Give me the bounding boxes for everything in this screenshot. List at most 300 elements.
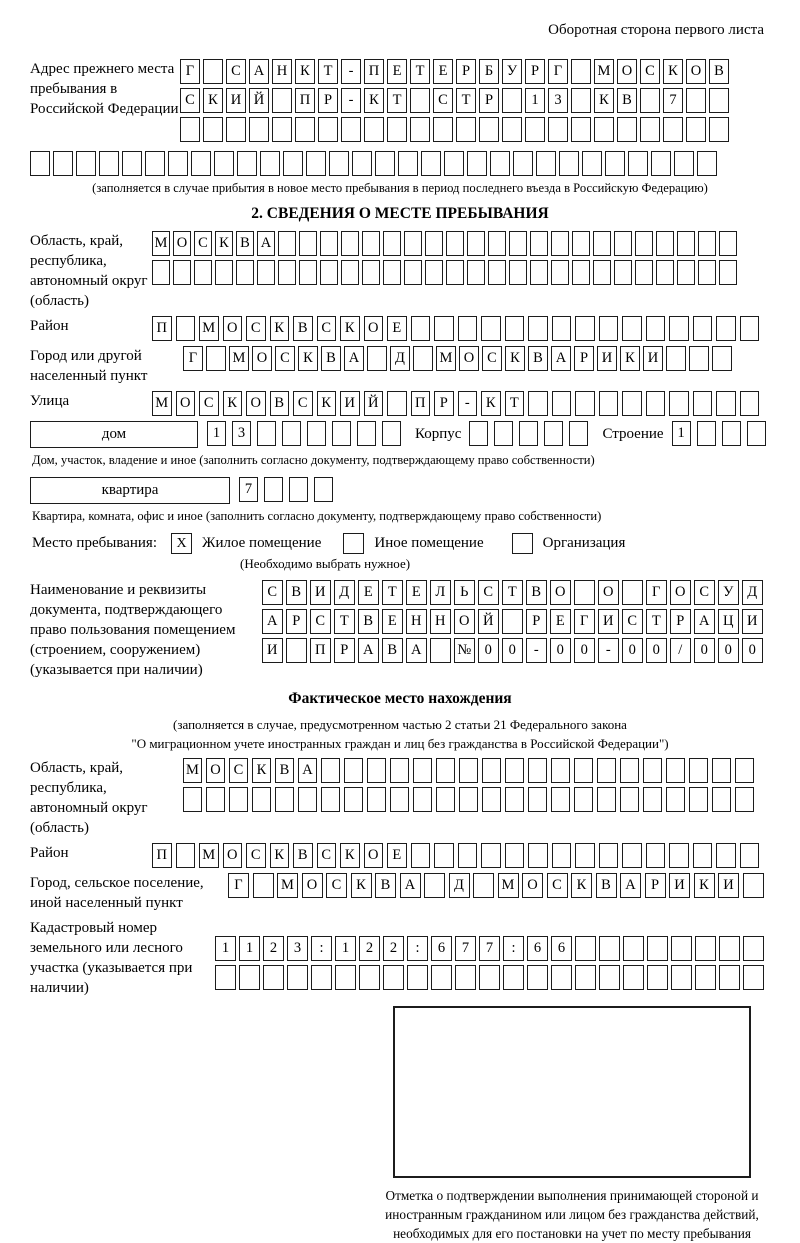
char-cell[interactable]: Г	[646, 580, 667, 605]
char-cell[interactable]: -	[598, 638, 619, 663]
char-cell[interactable]: В	[358, 609, 379, 634]
char-cell[interactable]: К	[505, 346, 525, 371]
char-cell[interactable]: П	[295, 88, 315, 113]
char-cell[interactable]	[709, 117, 729, 142]
char-cell[interactable]	[215, 260, 233, 285]
char-cell[interactable]	[528, 391, 548, 416]
char-cell[interactable]: И	[340, 391, 360, 416]
char-cell[interactable]	[697, 421, 716, 446]
char-cell[interactable]: С	[293, 391, 313, 416]
char-cell[interactable]	[481, 843, 501, 868]
char-cell[interactable]	[458, 843, 478, 868]
char-cell[interactable]	[635, 231, 653, 256]
char-cell[interactable]	[203, 59, 223, 84]
prev-address-row-4[interactable]	[30, 151, 770, 176]
street-row[interactable]	[152, 391, 763, 416]
char-cell[interactable]: 0	[574, 638, 595, 663]
char-cell[interactable]: С	[640, 59, 660, 84]
char-cell[interactable]	[623, 936, 644, 961]
char-cell[interactable]	[572, 231, 590, 256]
char-cell[interactable]: О	[302, 873, 323, 898]
char-cell[interactable]	[643, 787, 662, 812]
char-cell[interactable]	[528, 758, 547, 783]
char-cell[interactable]	[666, 346, 686, 371]
char-cell[interactable]: М	[229, 346, 249, 371]
char-cell[interactable]	[525, 117, 545, 142]
char-cell[interactable]	[272, 88, 292, 113]
char-cell[interactable]: Н	[430, 609, 451, 634]
char-cell[interactable]	[307, 421, 326, 446]
char-cell[interactable]	[421, 151, 441, 176]
char-cell[interactable]	[574, 580, 595, 605]
char-cell[interactable]	[479, 965, 500, 990]
stay-option-organization-checkbox[interactable]	[512, 533, 533, 554]
char-cell[interactable]	[467, 231, 485, 256]
char-cell[interactable]	[597, 787, 616, 812]
char-cell[interactable]	[145, 151, 165, 176]
char-cell[interactable]	[582, 151, 602, 176]
char-cell[interactable]	[695, 936, 716, 961]
char-cell[interactable]: С	[199, 391, 219, 416]
char-cell[interactable]	[605, 151, 625, 176]
char-cell[interactable]	[341, 260, 359, 285]
char-cell[interactable]	[390, 787, 409, 812]
char-cell[interactable]	[344, 787, 363, 812]
char-cell[interactable]	[272, 117, 292, 142]
char-cell[interactable]: Г	[180, 59, 200, 84]
char-cell[interactable]: 0	[694, 638, 715, 663]
char-cell[interactable]: Ь	[454, 580, 475, 605]
char-cell[interactable]: Е	[382, 609, 403, 634]
char-cell[interactable]: У	[502, 59, 522, 84]
char-cell[interactable]	[320, 231, 338, 256]
char-cell[interactable]: 3	[232, 421, 251, 446]
char-cell[interactable]	[552, 391, 572, 416]
char-cell[interactable]: И	[597, 346, 617, 371]
char-cell[interactable]: С	[547, 873, 568, 898]
char-cell[interactable]: С	[317, 843, 337, 868]
char-cell[interactable]	[458, 316, 478, 341]
char-cell[interactable]	[505, 758, 524, 783]
char-cell[interactable]	[239, 965, 260, 990]
char-cell[interactable]: И	[310, 580, 331, 605]
char-cell[interactable]: -	[458, 391, 478, 416]
document-row-1[interactable]	[262, 580, 766, 605]
char-cell[interactable]: К	[694, 873, 715, 898]
char-cell[interactable]	[617, 117, 637, 142]
district-row[interactable]	[152, 316, 763, 341]
char-cell[interactable]: П	[310, 638, 331, 663]
char-cell[interactable]	[431, 965, 452, 990]
char-cell[interactable]	[413, 758, 432, 783]
char-cell[interactable]	[206, 346, 226, 371]
char-cell[interactable]: С	[326, 873, 347, 898]
char-cell[interactable]	[620, 758, 639, 783]
char-cell[interactable]: С	[246, 316, 266, 341]
char-cell[interactable]: 7	[663, 88, 683, 113]
char-cell[interactable]	[646, 391, 666, 416]
char-cell[interactable]: :	[503, 936, 524, 961]
char-cell[interactable]	[575, 843, 595, 868]
char-cell[interactable]: И	[669, 873, 690, 898]
char-cell[interactable]	[382, 421, 401, 446]
char-cell[interactable]: В	[286, 580, 307, 605]
char-cell[interactable]	[599, 965, 620, 990]
char-cell[interactable]: Е	[387, 59, 407, 84]
char-cell[interactable]	[215, 965, 236, 990]
char-cell[interactable]: Г	[228, 873, 249, 898]
char-cell[interactable]	[743, 936, 764, 961]
char-cell[interactable]	[425, 231, 443, 256]
char-cell[interactable]: А	[262, 609, 283, 634]
char-cell[interactable]	[735, 758, 754, 783]
char-cell[interactable]	[236, 260, 254, 285]
char-cell[interactable]	[214, 151, 234, 176]
char-cell[interactable]: В	[375, 873, 396, 898]
char-cell[interactable]	[551, 260, 569, 285]
char-cell[interactable]	[686, 88, 706, 113]
char-cell[interactable]: 2	[359, 936, 380, 961]
char-cell[interactable]	[712, 346, 732, 371]
char-cell[interactable]	[282, 421, 301, 446]
char-cell[interactable]	[387, 391, 407, 416]
char-cell[interactable]: О	[364, 316, 384, 341]
char-cell[interactable]	[183, 787, 202, 812]
char-cell[interactable]: Д	[390, 346, 410, 371]
actual-district-row[interactable]	[152, 843, 763, 868]
char-cell[interactable]	[203, 117, 223, 142]
char-cell[interactable]: Н	[272, 59, 292, 84]
char-cell[interactable]	[656, 260, 674, 285]
char-cell[interactable]	[671, 965, 692, 990]
char-cell[interactable]: 7	[479, 936, 500, 961]
char-cell[interactable]	[693, 843, 713, 868]
actual-city-row[interactable]	[228, 873, 767, 898]
char-cell[interactable]	[719, 260, 737, 285]
char-cell[interactable]	[505, 843, 525, 868]
char-cell[interactable]: С	[194, 231, 212, 256]
char-cell[interactable]: Г	[548, 59, 568, 84]
char-cell[interactable]	[669, 316, 689, 341]
char-cell[interactable]: А	[551, 346, 571, 371]
char-cell[interactable]	[226, 117, 246, 142]
char-cell[interactable]	[599, 843, 619, 868]
char-cell[interactable]: К	[594, 88, 614, 113]
char-cell[interactable]	[299, 260, 317, 285]
char-cell[interactable]	[640, 117, 660, 142]
char-cell[interactable]: О	[252, 346, 272, 371]
char-cell[interactable]	[622, 391, 642, 416]
char-cell[interactable]	[122, 151, 142, 176]
char-cell[interactable]: Т	[456, 88, 476, 113]
char-cell[interactable]	[551, 965, 572, 990]
char-cell[interactable]	[505, 787, 524, 812]
char-cell[interactable]	[263, 965, 284, 990]
char-cell[interactable]	[552, 843, 572, 868]
char-cell[interactable]	[735, 787, 754, 812]
char-cell[interactable]: 1	[207, 421, 226, 446]
char-cell[interactable]	[656, 231, 674, 256]
stay-option-other-checkbox[interactable]	[343, 533, 364, 554]
region-row-2[interactable]	[152, 260, 740, 285]
char-cell[interactable]	[364, 117, 384, 142]
char-cell[interactable]	[571, 88, 591, 113]
char-cell[interactable]: В	[275, 758, 294, 783]
char-cell[interactable]	[593, 231, 611, 256]
char-cell[interactable]	[467, 260, 485, 285]
char-cell[interactable]	[335, 965, 356, 990]
char-cell[interactable]: О	[670, 580, 691, 605]
city-row[interactable]	[183, 346, 735, 371]
char-cell[interactable]	[551, 787, 570, 812]
char-cell[interactable]	[467, 151, 487, 176]
char-cell[interactable]: В	[270, 391, 290, 416]
char-cell[interactable]: К	[270, 843, 290, 868]
char-cell[interactable]: М	[594, 59, 614, 84]
char-cell[interactable]	[574, 787, 593, 812]
char-cell[interactable]	[367, 758, 386, 783]
char-cell[interactable]	[252, 787, 271, 812]
char-cell[interactable]	[719, 231, 737, 256]
char-cell[interactable]	[289, 477, 308, 502]
char-cell[interactable]	[677, 260, 695, 285]
char-cell[interactable]: М	[199, 316, 219, 341]
char-cell[interactable]	[459, 787, 478, 812]
char-cell[interactable]: К	[340, 843, 360, 868]
char-cell[interactable]	[635, 260, 653, 285]
char-cell[interactable]: 1	[525, 88, 545, 113]
char-cell[interactable]	[536, 151, 556, 176]
char-cell[interactable]: О	[686, 59, 706, 84]
char-cell[interactable]	[693, 391, 713, 416]
char-cell[interactable]: А	[620, 873, 641, 898]
char-cell[interactable]	[551, 758, 570, 783]
char-cell[interactable]: Р	[574, 346, 594, 371]
char-cell[interactable]: К	[203, 88, 223, 113]
char-cell[interactable]: В	[236, 231, 254, 256]
char-cell[interactable]	[383, 260, 401, 285]
char-cell[interactable]	[716, 391, 736, 416]
char-cell[interactable]: Е	[387, 843, 407, 868]
char-cell[interactable]	[344, 758, 363, 783]
char-cell[interactable]: Р	[318, 88, 338, 113]
char-cell[interactable]: С	[482, 346, 502, 371]
char-cell[interactable]	[502, 88, 522, 113]
char-cell[interactable]	[180, 117, 200, 142]
char-cell[interactable]: С	[478, 580, 499, 605]
char-cell[interactable]	[666, 787, 685, 812]
char-cell[interactable]: О	[550, 580, 571, 605]
char-cell[interactable]	[456, 117, 476, 142]
char-cell[interactable]: К	[351, 873, 372, 898]
char-cell[interactable]	[544, 421, 563, 446]
char-cell[interactable]	[698, 260, 716, 285]
char-cell[interactable]	[740, 391, 760, 416]
char-cell[interactable]	[30, 151, 50, 176]
char-cell[interactable]	[594, 117, 614, 142]
char-cell[interactable]	[434, 843, 454, 868]
char-cell[interactable]	[278, 260, 296, 285]
korpus-row[interactable]	[469, 421, 594, 446]
char-cell[interactable]: 0	[622, 638, 643, 663]
char-cell[interactable]	[513, 151, 533, 176]
char-cell[interactable]: В	[709, 59, 729, 84]
char-cell[interactable]	[253, 873, 274, 898]
char-cell[interactable]	[552, 316, 572, 341]
char-cell[interactable]: С	[229, 758, 248, 783]
char-cell[interactable]	[299, 231, 317, 256]
char-cell[interactable]	[375, 151, 395, 176]
char-cell[interactable]: 6	[551, 936, 572, 961]
char-cell[interactable]: Р	[286, 609, 307, 634]
char-cell[interactable]	[404, 231, 422, 256]
char-cell[interactable]	[430, 638, 451, 663]
char-cell[interactable]	[194, 260, 212, 285]
char-cell[interactable]	[152, 260, 170, 285]
char-cell[interactable]	[473, 873, 494, 898]
char-cell[interactable]	[614, 260, 632, 285]
char-cell[interactable]: 7	[239, 477, 258, 502]
char-cell[interactable]: К	[317, 391, 337, 416]
char-cell[interactable]	[488, 231, 506, 256]
cadastral-row-2[interactable]	[215, 965, 767, 990]
char-cell[interactable]	[575, 316, 595, 341]
char-cell[interactable]	[697, 151, 717, 176]
char-cell[interactable]	[237, 151, 257, 176]
char-cell[interactable]: К	[571, 873, 592, 898]
char-cell[interactable]	[413, 787, 432, 812]
char-cell[interactable]: №	[454, 638, 475, 663]
char-cell[interactable]: Р	[434, 391, 454, 416]
char-cell[interactable]	[572, 260, 590, 285]
char-cell[interactable]: О	[364, 843, 384, 868]
char-cell[interactable]	[357, 421, 376, 446]
char-cell[interactable]	[341, 117, 361, 142]
char-cell[interactable]: К	[270, 316, 290, 341]
char-cell[interactable]: Н	[406, 609, 427, 634]
cadastral-row-1[interactable]	[215, 936, 767, 961]
char-cell[interactable]	[505, 316, 525, 341]
char-cell[interactable]: /	[670, 638, 691, 663]
char-cell[interactable]	[398, 151, 418, 176]
char-cell[interactable]: 0	[718, 638, 739, 663]
char-cell[interactable]	[527, 965, 548, 990]
char-cell[interactable]: К	[252, 758, 271, 783]
char-cell[interactable]: Т	[382, 580, 403, 605]
char-cell[interactable]: К	[298, 346, 318, 371]
char-cell[interactable]: О	[176, 391, 196, 416]
char-cell[interactable]	[671, 936, 692, 961]
char-cell[interactable]	[647, 936, 668, 961]
char-cell[interactable]: К	[215, 231, 233, 256]
char-cell[interactable]: В	[596, 873, 617, 898]
char-cell[interactable]: Д	[449, 873, 470, 898]
char-cell[interactable]	[191, 151, 211, 176]
char-cell[interactable]	[623, 965, 644, 990]
char-cell[interactable]: 0	[742, 638, 763, 663]
char-cell[interactable]	[646, 316, 666, 341]
char-cell[interactable]: А	[694, 609, 715, 634]
char-cell[interactable]: М	[183, 758, 202, 783]
char-cell[interactable]: Т	[502, 580, 523, 605]
char-cell[interactable]	[716, 843, 736, 868]
char-cell[interactable]	[482, 787, 501, 812]
char-cell[interactable]: С	[694, 580, 715, 605]
char-cell[interactable]	[509, 231, 527, 256]
char-cell[interactable]: В	[321, 346, 341, 371]
char-cell[interactable]	[666, 758, 685, 783]
char-cell[interactable]: О	[459, 346, 479, 371]
char-cell[interactable]	[599, 391, 619, 416]
char-cell[interactable]	[321, 758, 340, 783]
char-cell[interactable]	[643, 758, 662, 783]
char-cell[interactable]	[575, 936, 596, 961]
char-cell[interactable]: А	[344, 346, 364, 371]
char-cell[interactable]: 1	[239, 936, 260, 961]
char-cell[interactable]: В	[528, 346, 548, 371]
char-cell[interactable]: К	[364, 88, 384, 113]
char-cell[interactable]: К	[223, 391, 243, 416]
char-cell[interactable]	[424, 873, 445, 898]
char-cell[interactable]: Р	[670, 609, 691, 634]
char-cell[interactable]	[341, 231, 359, 256]
char-cell[interactable]	[446, 260, 464, 285]
char-cell[interactable]: С	[310, 609, 331, 634]
char-cell[interactable]	[651, 151, 671, 176]
char-cell[interactable]: И	[718, 873, 739, 898]
char-cell[interactable]: И	[262, 638, 283, 663]
char-cell[interactable]	[321, 787, 340, 812]
char-cell[interactable]	[362, 231, 380, 256]
char-cell[interactable]	[503, 965, 524, 990]
char-cell[interactable]: 1	[672, 421, 691, 446]
char-cell[interactable]: Е	[550, 609, 571, 634]
char-cell[interactable]	[306, 151, 326, 176]
char-cell[interactable]	[488, 260, 506, 285]
char-cell[interactable]	[743, 873, 764, 898]
char-cell[interactable]: Р	[645, 873, 666, 898]
char-cell[interactable]	[287, 965, 308, 990]
char-cell[interactable]: Р	[479, 88, 499, 113]
char-cell[interactable]	[743, 965, 764, 990]
char-cell[interactable]	[530, 231, 548, 256]
char-cell[interactable]: К	[295, 59, 315, 84]
char-cell[interactable]: О	[617, 59, 637, 84]
char-cell[interactable]: 7	[455, 936, 476, 961]
actual-region-row-1[interactable]	[183, 758, 758, 783]
char-cell[interactable]	[571, 117, 591, 142]
char-cell[interactable]: О	[223, 843, 243, 868]
char-cell[interactable]	[329, 151, 349, 176]
char-cell[interactable]	[320, 260, 338, 285]
char-cell[interactable]: П	[411, 391, 431, 416]
char-cell[interactable]	[436, 758, 455, 783]
char-cell[interactable]	[571, 59, 591, 84]
char-cell[interactable]: О	[522, 873, 543, 898]
char-cell[interactable]: 2	[263, 936, 284, 961]
char-cell[interactable]: Д	[742, 580, 763, 605]
char-cell[interactable]: П	[152, 843, 172, 868]
char-cell[interactable]	[411, 843, 431, 868]
char-cell[interactable]	[640, 88, 660, 113]
char-cell[interactable]	[698, 231, 716, 256]
char-cell[interactable]: М	[199, 843, 219, 868]
char-cell[interactable]	[575, 965, 596, 990]
char-cell[interactable]: Ц	[718, 609, 739, 634]
char-cell[interactable]: А	[257, 231, 275, 256]
char-cell[interactable]	[599, 936, 620, 961]
char-cell[interactable]: С	[317, 316, 337, 341]
